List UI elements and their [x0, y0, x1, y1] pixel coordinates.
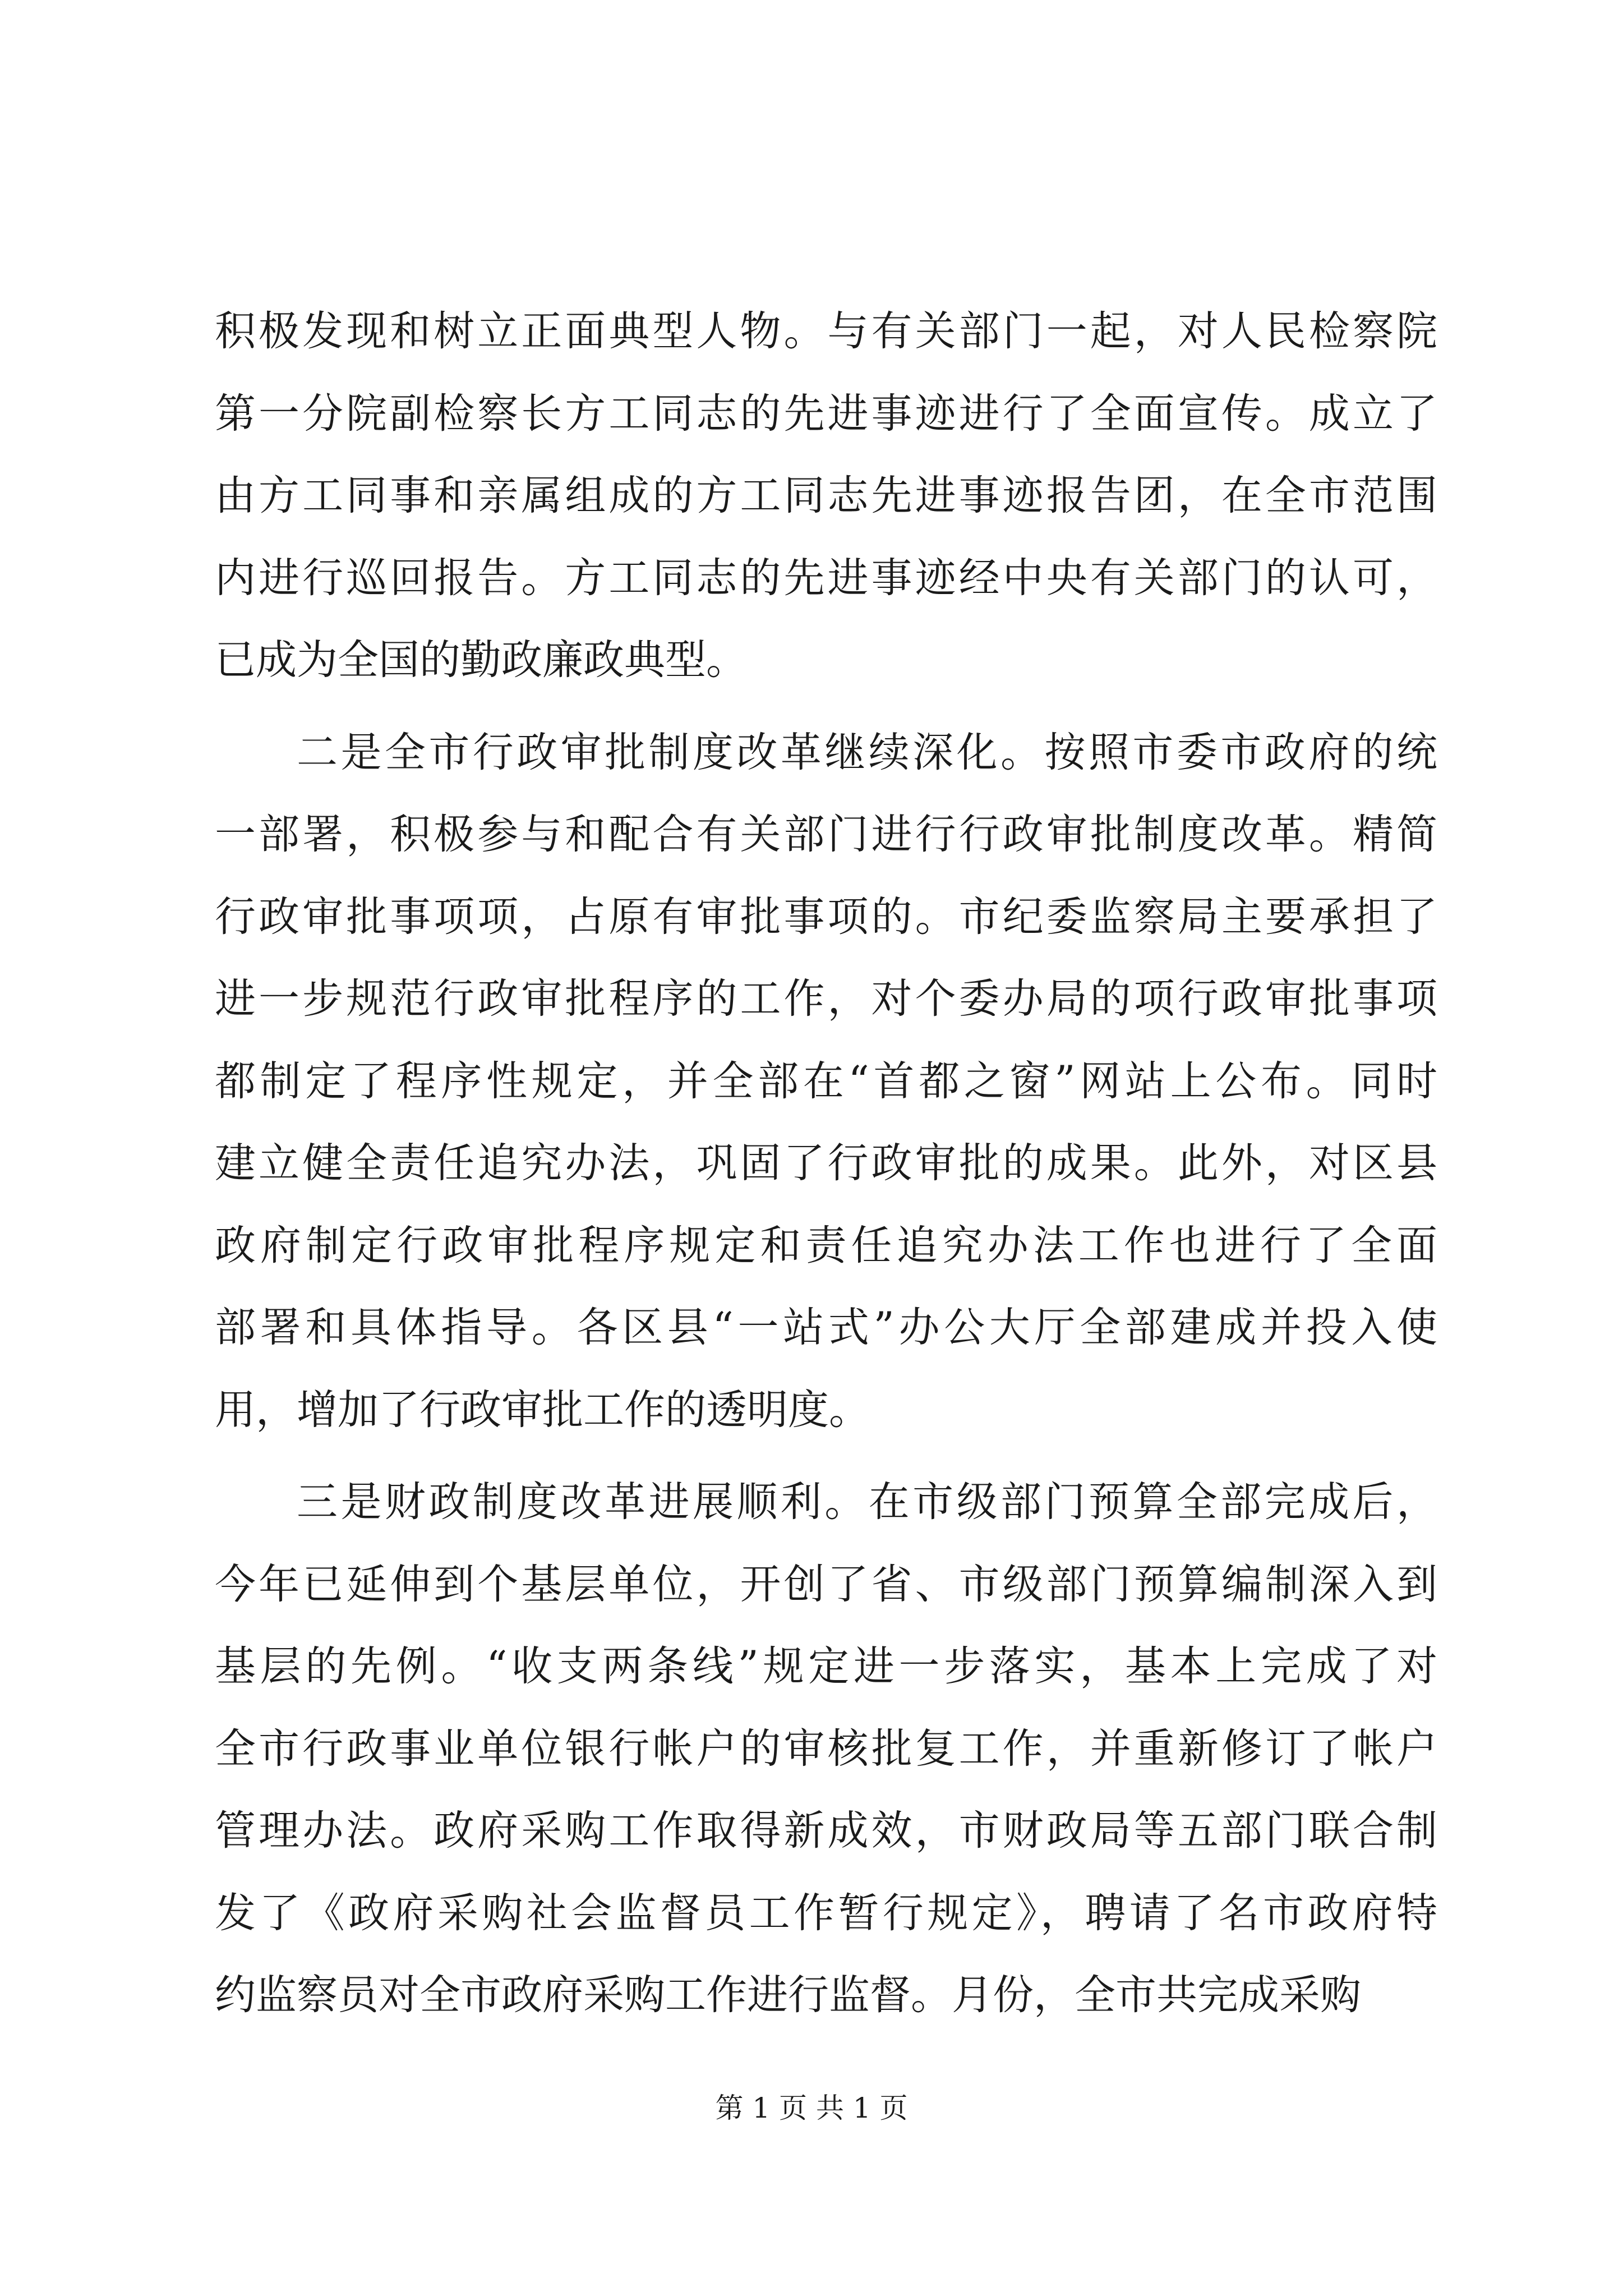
paragraph-gap: [215, 702, 1437, 712]
text-line: 约监察员对全市政府采购工作进行监督。月份，全市共完成采购: [215, 1971, 1361, 2019]
text-line: 用，增加了行政审批工作的透明度。: [215, 1386, 870, 1434]
text-line: 积极发现和树立正面典型人物。与有关部门一起，对人民检察院: [215, 307, 1437, 355]
text-line: 建立健全责任追究办法，巩固了行政审批的成果。此外，对区县: [215, 1139, 1437, 1187]
page-footer: 第 1 页 共 1 页: [715, 2092, 908, 2124]
text-line: 今年已延伸到个基层单位，开创了省、市级部门预算编制深入到: [215, 1560, 1437, 1608]
paragraph-gap: [215, 1451, 1437, 1461]
text-line: 管理办法。政府采购工作取得新成效，市财政局等五部门联合制: [215, 1807, 1437, 1855]
text-line: 已成为全国的勤政廉政典型。: [215, 636, 747, 684]
text-line: 行政审批事项项，占原有审批事项的。市纪委监察局主要承担了: [215, 892, 1437, 941]
paragraph: [215, 291, 1437, 702]
text-line: 全市行政事业单位银行帐户的审核批复工作，并重新修订了帐户: [215, 1724, 1437, 1773]
text-line: 政府制定行政审批程序规定和责任追究办法工作也进行了全面: [215, 1221, 1437, 1269]
text-line: 一部署，积极参与和配合有关部门进行行政审批制度改革。精简: [215, 811, 1437, 858]
paragraph: [215, 1461, 1437, 2037]
text-line: 发了《政府采购社会监督员工作暂行规定》，聘请了名市政府特: [215, 1889, 1437, 1937]
text-line: 三是财政制度改革进展顺利。在市级部门预算全部完成后，: [297, 1478, 1437, 1526]
text-line: 内进行巡回报告。方工同志的先进事迹经中央有关部门的认可，: [215, 554, 1437, 602]
text-line: 都制定了程序性规定，并全部在“首都之窗”网站上公布。同时: [215, 1057, 1437, 1105]
text-line: 二是全市行政审批制度改革继续深化。按照市委市政府的统: [297, 728, 1437, 776]
document-body: [215, 291, 1437, 2037]
text-line: 由方工同事和亲属组成的方工同志先进事迹报告团，在全市范围: [215, 472, 1437, 519]
text-line: 进一步规范行政审批程序的工作，对个委办局的项行政审批事项: [215, 975, 1437, 1023]
text-line: 第一分院副检察长方工同志的先进事迹进行了全面宣传。成立了: [215, 389, 1437, 438]
paragraph: [215, 712, 1437, 1452]
text-line: 基层的先例。“收支两条线”规定进一步落实，基本上完成了对: [215, 1642, 1437, 1690]
text-line: 部署和具体指导。各区县“一站式”办公大厅全部建成并投入使: [215, 1304, 1437, 1351]
